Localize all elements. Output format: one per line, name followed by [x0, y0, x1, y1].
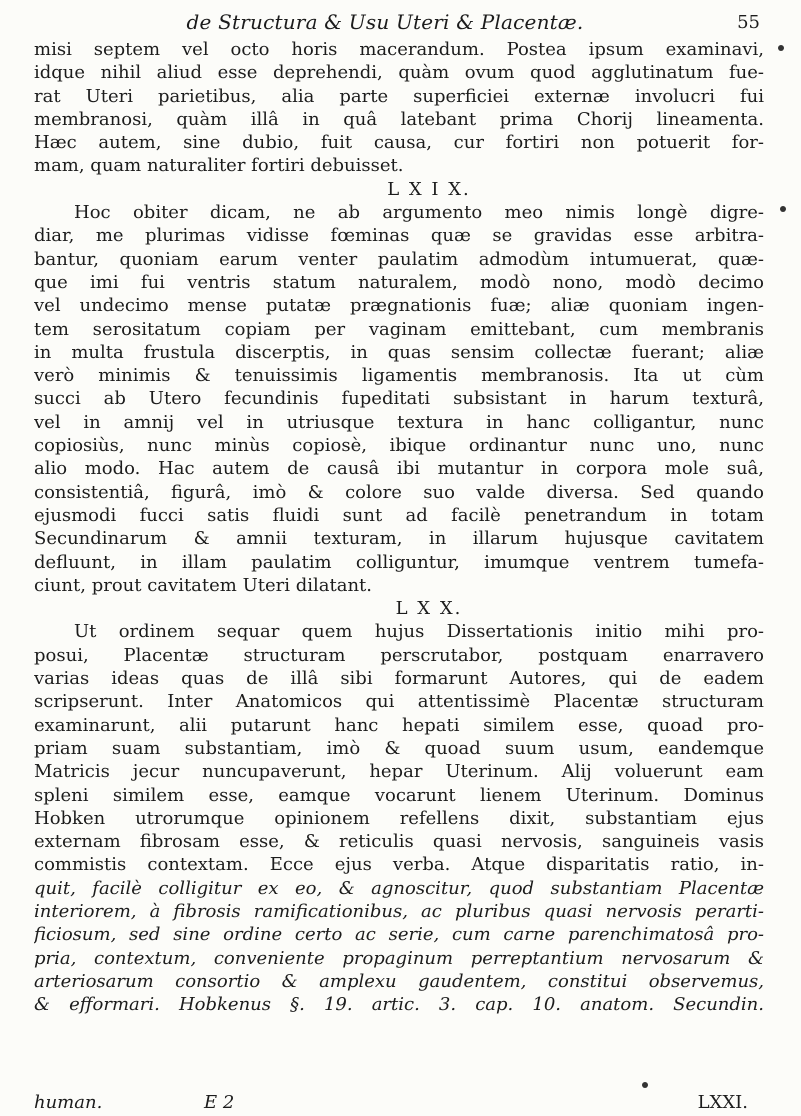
text-line: consistentiâ, figurâ, imò & colore suo valde diversa. Sed quando — [34, 481, 764, 503]
running-head — [60, 10, 760, 36]
text-line: varias ideas quas de illâ sibi formarunt Autores, qui de eadem — [34, 668, 764, 690]
citation-line: & efformari. Hobkenus §. 19. artic. 3. cap. 10. anatom. Secundin. — [34, 994, 764, 1016]
text-line: Hoc obiter dicam, ne ab argumento meo nimis longè digre- — [74, 202, 764, 224]
text-line: alio modo. Hac autem de causâ ibi mutantur in corpora mole suâ, — [34, 458, 764, 480]
text-line: priam suam substantiam, imò & quoad suum usum, eandemque — [34, 737, 764, 759]
text-line: Matricis jecur nuncupaverunt, hepar Uterinum. Alij voluerunt eam — [34, 761, 764, 783]
text-line: vel undecimo mense putatæ prægnationis fuæ; aliæ quoniam ingen- — [34, 295, 764, 317]
text-line: in multa frustula discerptis, in quas sensim collectæ fuerant; aliæ — [34, 341, 764, 363]
quote-line: interiorem, à fibrosis ramificationibus, ac pluribus quasi nervosis perarti- — [34, 900, 764, 922]
text-line: idque nihil aliud esse deprehendi, quàm ovum quod agglutinatum fue- — [34, 62, 764, 84]
quote-line: pria, contextum, conveniente propaginum perreptantium nervosarum & — [34, 947, 764, 969]
text-line: membranosi, quàm illâ in quâ latebant prima Chorij lineamenta. — [34, 108, 764, 130]
text-line: examinarunt, alii putarunt hanc hepati similem esse, quoad pro- — [34, 714, 764, 736]
text-line: spleni similem esse, eamque vocarunt lienem Uterinum. Dominus — [34, 784, 764, 806]
ink-speck — [780, 206, 786, 212]
text-line: vel in amnij vel in utriusque textura in hanc colligantur, nunc — [34, 411, 764, 433]
text-line: que imi fui ventris statum naturalem, modò nono, modò decimo — [34, 271, 764, 293]
page-footer — [34, 1092, 764, 1114]
ink-speck — [778, 45, 784, 51]
text-line: succi ab Utero fecundinis fupeditati subsistant in harum texturâ, — [34, 388, 764, 410]
text-line: rat Uteri parietibus, alia parte superficiei externæ involucri fui — [34, 85, 764, 107]
text-line: copiosiùs, nunc minùs copiosè, ibique ordinantur nunc uno, nunc — [34, 435, 764, 457]
quote-line: arteriosarum consortio & amplexu gaudentem, constitui observemus, — [34, 970, 764, 992]
ink-speck — [642, 1082, 648, 1088]
text-line: verò minimis & tenuissimis ligamentis membranosis. Ita ut cùm — [34, 365, 764, 387]
text-line: Ut ordinem sequar quem hujus Dissertationis initio mihi pro- — [74, 621, 764, 643]
text-line: diar, me plurimas vidisse fœminas quæ se gravidas esse arbitra- — [34, 225, 764, 247]
body-text — [34, 38, 764, 1016]
text-line: ejusmodi fucci satis fluidi sunt ad facilè penetrandum in totam — [34, 504, 764, 526]
text-line: posui, Placentæ structuram perscrutabor, postquam enarravero — [34, 644, 764, 666]
text-line: bantur, quoniam earum venter paulatim admodùm intumuerat, quæ- — [34, 248, 764, 270]
text-line: mam, quam naturaliter fortiri debuisset. — [34, 155, 404, 177]
text-line: misi septem vel octo horis macerandum. Postea ipsum examinavi, — [34, 39, 764, 60]
text-line: tem serositatum copiam per vaginam emittebant, cum membranis — [34, 318, 764, 340]
text-line: Hæc autem, sine dubio, fuit causa, cur fortiri non potuerit for- — [34, 132, 764, 154]
text-line: Secundinarum & amnii texturam, in illarum hujusque cavitatem — [34, 528, 764, 550]
text-line: commistis contextam. Ecce ejus verba. Atque disparitatis ratio, in- — [34, 854, 764, 876]
text-line: scripserunt. Inter Anatomicos qui attentissimè Placentæ structuram — [34, 691, 764, 713]
catchword: LXXI. — [697, 1092, 748, 1113]
running-title: de Structura & Usu Uteri & Placentæ. — [186, 10, 584, 34]
section-heading-lxx: L X X. — [395, 598, 463, 620]
quote-line: quit, facilè colligitur ex eo, & agnoscitur, quod substantiam Placentæ — [34, 877, 764, 899]
quote-line: ficiosum, sed sine ordine certo ac serie, cum carne parenchimatosâ pro- — [34, 924, 764, 946]
text-line: defluunt, in illam paulatim colliguntur, imumque ventrem tumefa- — [34, 551, 764, 573]
text-line: externam fibrosam esse, & reticulis quasi nervosis, sanguineis vasis — [34, 831, 764, 853]
page-number: 55 — [737, 12, 760, 33]
signature-mark: E 2 — [204, 1092, 235, 1113]
text-line: ciunt, prout cavitatem Uteri dilatant. — [34, 574, 373, 596]
text-line: Hobken utrorumque opinionem refellens dixit, substantiam ejus — [34, 807, 764, 829]
last-word: human. — [34, 1092, 103, 1113]
section-heading-lxix: L X I X. — [387, 178, 471, 200]
